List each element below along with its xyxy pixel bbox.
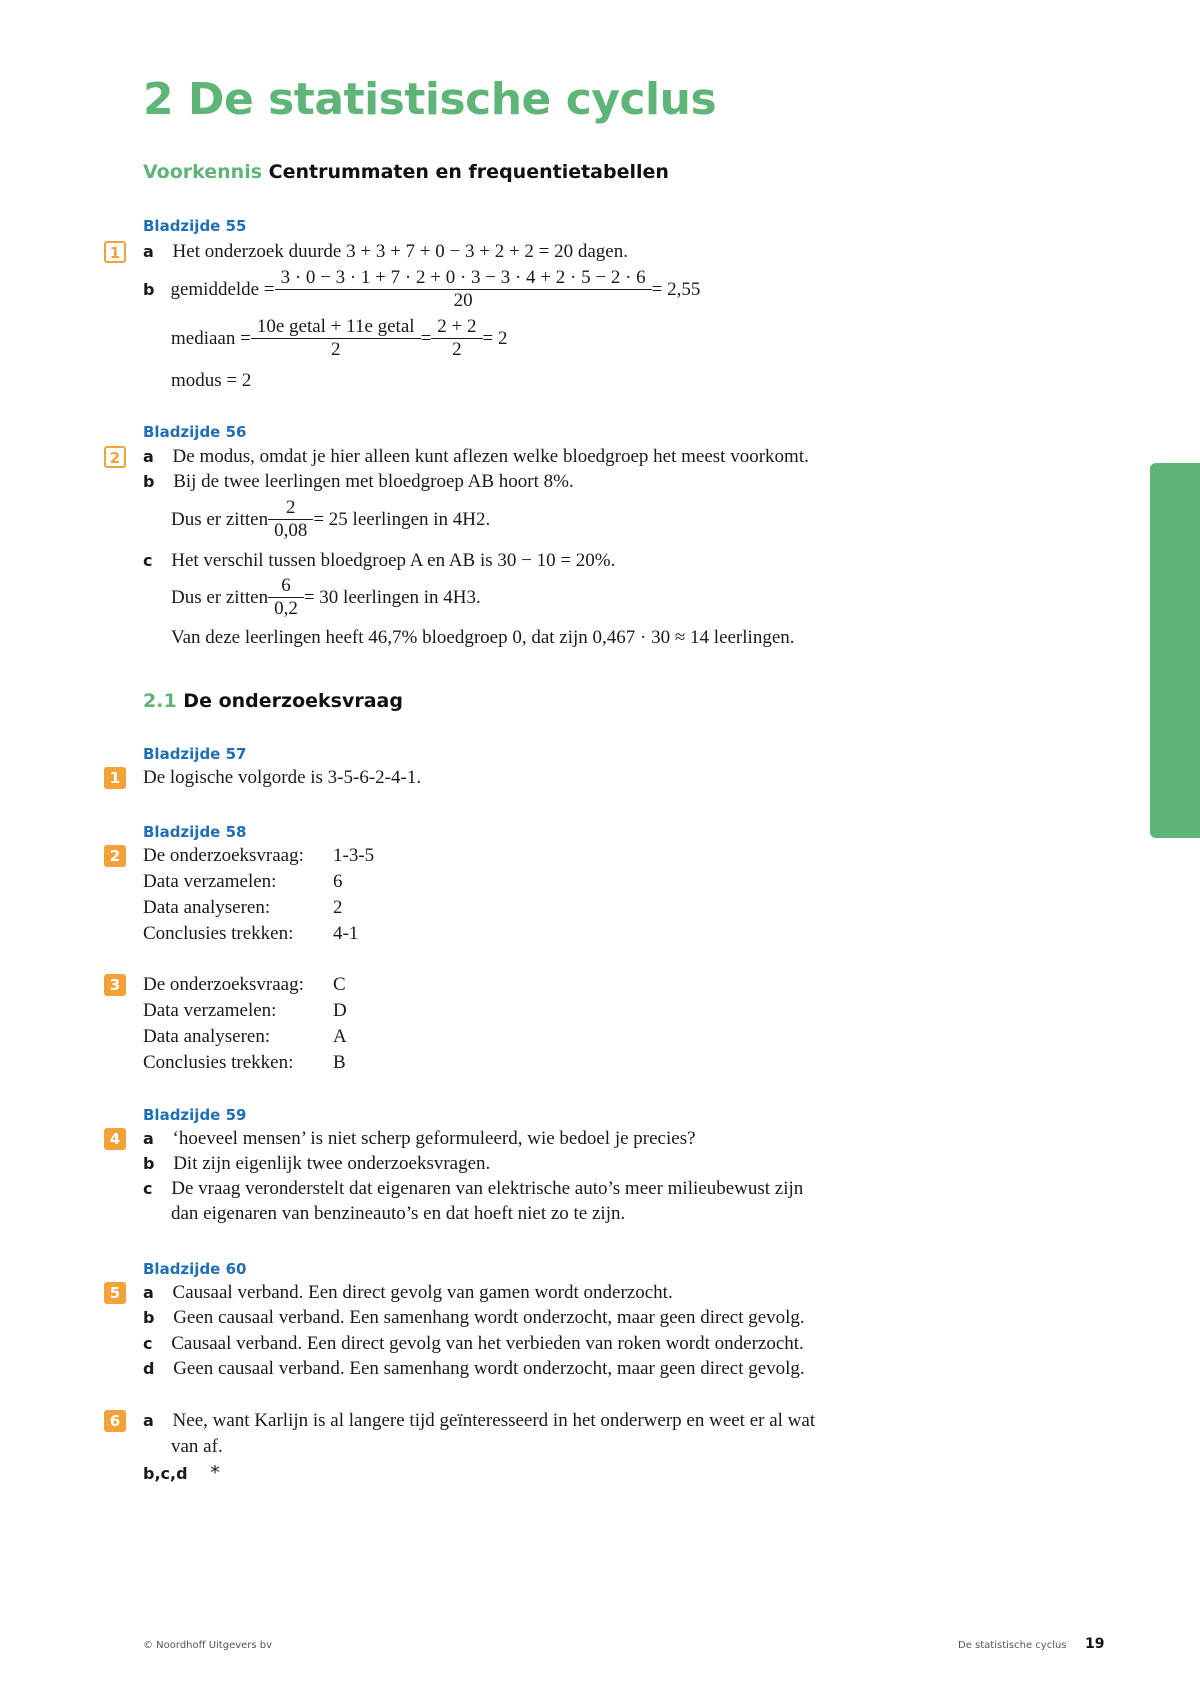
label-c: c [143,1179,153,1198]
mean-numerator: 3 · 0 − 3 · 1 + 7 · 2 + 0 · 3 − 3 · 4 + 2 · 5 − 2 · 6 [280,267,646,288]
answer-2c [143,550,615,572]
answer-6a-cont: van af. [171,1436,223,1457]
table-cell-value: 2 [333,897,343,918]
text-5a: Causaal verband. Een direct gevolg van gamen wordt onderzocht. [172,1282,673,1303]
answer-4c-cont: dan eigenaren van benzineauto’s en dat hoeft niet zo te zijn. [171,1203,626,1224]
calc-result-2c: = 30 leerlingen in 4H3. [303,586,481,608]
section-title: De onderzoeksvraag [183,690,403,712]
page-ref-57: Bladzijde 57 [143,745,247,763]
text-4a: ‘hoeveel mensen’ is niet scherp geformuleerd, wie bedoel je precies? [172,1128,696,1149]
label-b: b [143,1154,155,1173]
calc-prefix: Dus er zitten [171,508,269,530]
answer-1a [143,241,628,263]
answer-5b [143,1307,805,1329]
numerator-2c: 6 [281,575,291,596]
answer-5d [143,1358,805,1380]
table-cell-key: De onderzoeksvraag: [143,974,304,995]
answer-6a [143,1410,815,1432]
section-prefix: 2.1 [143,690,177,712]
label-c: c [143,1334,153,1353]
median-label: mediaan = [171,327,251,349]
text-5b: Geen causaal verband. Een samenhang wordt onderzocht, maar geen direct gevolg. [173,1307,805,1328]
answer-2b-calc [171,497,490,542]
answer-o3-table [143,974,393,1074]
text-4c-line1: De vraag veronderstelt dat eigenaren van elektrische auto’s meer milieubewust zijn [171,1178,804,1199]
text-6a-line1: Nee, want Karlijn is al langere tijd geïnteresseerd in het onderwerp en weet er al wat [172,1410,816,1431]
page-ref-60: Bladzijde 60 [143,1260,247,1278]
mean-fraction [278,267,649,312]
answer-5a [143,1282,673,1304]
answer-1b-mode: modus = 2 [171,370,252,391]
label-a: a [143,242,154,261]
label-bcd: b,c,d [143,1464,188,1483]
median-denominator-1: 2 [251,338,421,361]
table-cell-value: B [333,1052,346,1073]
answer-6bcd [143,1462,220,1485]
mean-result: = 2,55 [651,278,701,300]
section-prefix: Voorkennis [143,161,263,183]
table-cell-key: Data verzamelen: [143,871,277,892]
table-cell-key: Conclusies trekken: [143,923,294,944]
exercise-number-5: 5 [104,1282,126,1304]
answer-2c-calc [171,575,481,620]
page-ref-58: Bladzijde 58 [143,823,247,841]
mean-denominator: 20 [275,289,652,312]
text-2a: De modus, omdat je hier alleen kunt aflezen welke bloedgroep het meest voorkomt. [172,446,809,467]
answer-4a [143,1128,696,1150]
label-b: b [143,279,155,299]
exercise-number-1: 1 [104,767,126,789]
footer-chapter: De statistische cyclus [958,1640,1067,1651]
denominator-2b: 0,08 [268,519,313,542]
answer-1b-median [171,316,507,361]
label-a: a [143,1283,154,1302]
answer-4b [143,1153,490,1175]
median-numerator-2: 2 + 2 [437,316,477,337]
text-5c: Causaal verband. Een direct gevolg van het verbieden van roken wordt onderzocht. [171,1333,804,1354]
numerator-2b: 2 [285,497,296,518]
median-result: = 2 [482,327,508,349]
label-a: a [143,1411,154,1430]
median-numerator-1: 10e getal + 11e getal [256,316,415,337]
table-cell-key: Data analyseren: [143,1026,271,1047]
table-cell-key: Data analyseren: [143,897,271,918]
label-b: b [143,1308,155,1327]
answer-5c [143,1333,804,1355]
answer-4c [143,1178,803,1200]
equals-sign: = [420,327,432,349]
table-cell-value: C [333,974,346,995]
label-a: a [143,447,154,466]
table-cell-key: Data verzamelen: [143,1000,277,1021]
exercise-number-2-voorkennis: 2 [104,446,126,468]
text-1a: Het onderzoek duurde 3 + 3 + 7 + 0 − 3 + 2 + 2 = 20 dagen. [172,241,628,262]
median-fraction-2 [434,316,479,361]
exercise-number-2: 2 [104,845,126,867]
label-c: c [143,551,153,570]
answer-2a [143,446,809,468]
page-ref-59: Bladzijde 59 [143,1106,247,1124]
page-ref-55: Bladzijde 55 [143,217,247,235]
chapter-side-tab [1150,463,1200,838]
answer-1b-mean [143,267,700,312]
exercise-number-6: 6 [104,1410,126,1432]
table-cell-key: De onderzoeksvraag: [143,845,304,866]
page-title: 2 De statistische cyclus [143,74,717,125]
section-title: Centrummaten en frequentietabellen [268,161,669,183]
table-cell-value: 6 [333,871,343,892]
answer-o2-table [143,845,393,945]
fraction-2b [271,497,310,542]
text-4b: Dit zijn eigenlijk twee onderzoeksvragen. [173,1153,491,1174]
answer-o1: De logische volgorde is 3-5-6-2-4-1. [143,767,422,788]
table-cell-key: Conclusies trekken: [143,1052,294,1073]
table-cell-value: A [333,1026,347,1047]
exercise-number-3: 3 [104,974,126,996]
text-2c: Het verschil tussen bloedgroep A en AB is 30 − 10 = 20%. [171,550,616,571]
table-cell-value: 4-1 [333,923,359,944]
fraction-2c [271,575,301,620]
denominator-2c: 0,2 [268,597,304,620]
exercise-number-4: 4 [104,1128,126,1150]
page-number: 19 [1085,1636,1105,1652]
label-b: b [143,472,155,491]
mean-label: gemiddelde = [170,278,275,300]
answer-2c-extra: Van deze leerlingen heeft 46,7% bloedgroep 0, dat zijn 0,467 · 30 ≈ 14 leerlingen. [171,627,795,648]
label-d: d [143,1359,155,1378]
table-cell-value: 1-3-5 [333,845,375,866]
median-denominator-2: 2 [431,338,482,361]
page-ref-56: Bladzijde 56 [143,423,247,441]
table-cell-value: D [333,1000,347,1021]
text-2b: Bij de twee leerlingen met bloedgroep AB hoort 8%. [173,471,574,492]
answer-2b [143,471,574,493]
section-heading-voorkennis [143,161,669,183]
section-heading-2-1 [143,690,403,712]
text-5d: Geen causaal verband. Een samenhang wordt onderzocht, maar geen direct gevolg. [173,1358,805,1379]
footer-copyright: © Noordhoff Uitgevers bv [143,1640,273,1651]
calc-prefix: Dus er zitten [171,586,269,608]
median-fraction-1 [254,316,418,361]
label-a: a [143,1129,154,1148]
calc-result-2b: = 25 leerlingen in 4H2. [313,508,491,530]
asterisk-mark: * [210,1462,220,1484]
exercise-number-1-voorkennis: 1 [104,241,126,263]
